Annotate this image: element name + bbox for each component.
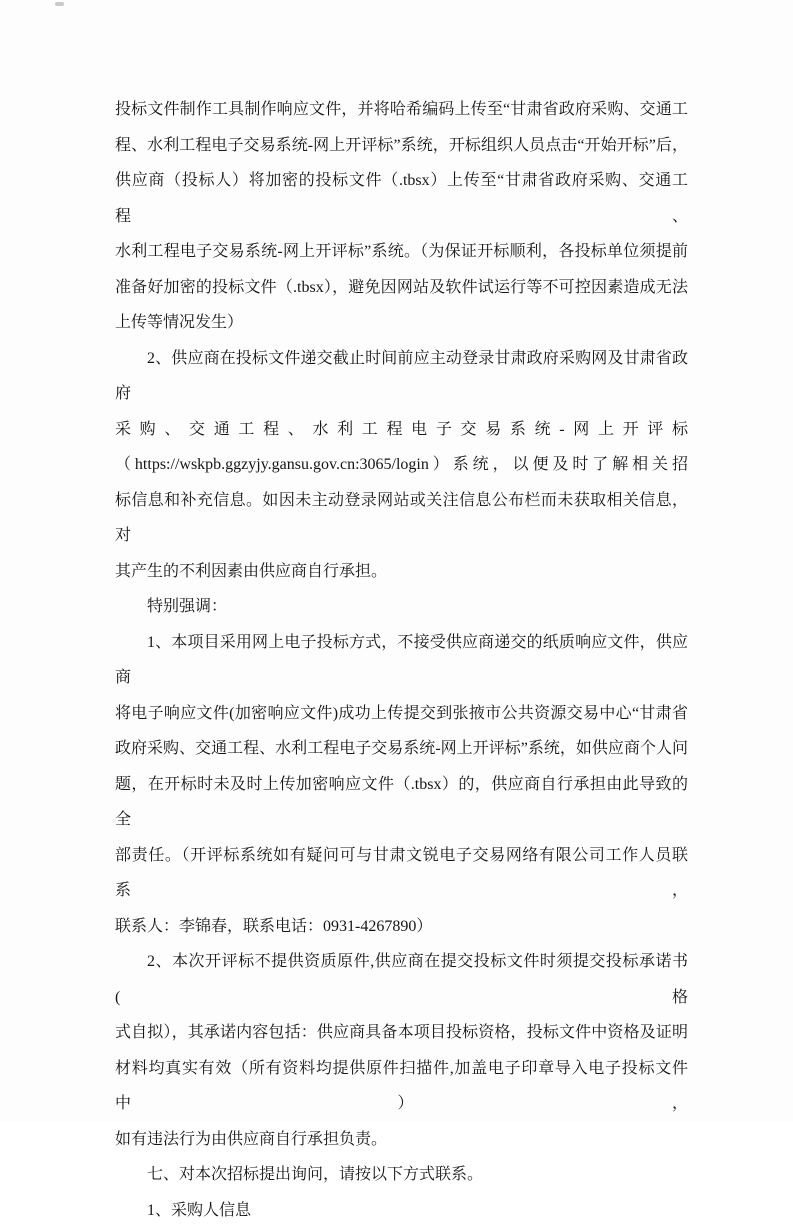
text-line: 投标文件制作工具制作响应文件，并将哈希编码上传至“甘肃省政府采购、交通工 (115, 92, 688, 128)
text-line: 2、本次开评标不提供资质原件,供应商在提交投标文件时须提交投标承诺书(格 (115, 944, 688, 1015)
section-heading: 七、对本次招标提出询问，请按以下方式联系。 (115, 1157, 688, 1193)
text-line: 程、水利工程电子交易系统-网上开评标”系统，开标组织人员点击“开始开标”后， (115, 128, 688, 164)
text-line: 采购、交通工程、水利工程电子交易系统-网上开评标 (115, 412, 688, 448)
section-heading: 特别强调： (115, 589, 688, 625)
document-text (115, 92, 688, 1228)
text-line: 准备好加密的投标文件（.tbsx），避免因网站及软件试运行等不可控因素造成无法 (115, 270, 688, 306)
text-line: 标信息和补充信息。如因未主动登录网站或关注信息公布栏而未获取相关信息，对 (115, 483, 688, 554)
text-line: 上传等情况发生） (115, 305, 688, 341)
text-line: 其产生的不利因素由供应商自行承担。 (115, 554, 688, 590)
text-line: 将电子响应文件(加密响应文件)成功上传提交到张掖市公共资源交易中心“甘肃省 (115, 696, 688, 732)
scan-artifact (55, 2, 64, 6)
section-heading: 1、采购人信息 (115, 1193, 688, 1228)
text-line: 材料均真实有效（所有资料均提供原件扫描件,加盖电子印章导入电子投标文件中）， (115, 1051, 688, 1122)
text-line: 供应商（投标人）将加密的投标文件（.tbsx）上传至“甘肃省政府采购、交通工程、 (115, 163, 688, 234)
text-line: 式自拟），其承诺内容包括：供应商具备本项目投标资格，投标文件中资格及证明 (115, 1015, 688, 1051)
text-line: 水利工程电子交易系统-网上开评标”系统。（为保证开标顺利，各投标单位须提前 (115, 234, 688, 270)
text-line: 如有违法行为由供应商自行承担负责。 (115, 1122, 688, 1158)
text-line: 1、本项目采用网上电子投标方式，不接受供应商递交的纸质响应文件，供应商 (115, 625, 688, 696)
text-line: 题，在开标时未及时上传加密响应文件（.tbsx）的，供应商自行承担由此导致的全 (115, 767, 688, 838)
text-line: 政府采购、交通工程、水利工程电子交易系统-网上开评标”系统，如供应商个人问 (115, 731, 688, 767)
text-line: 部责任。（开评标系统如有疑问可与甘肃文锐电子交易网络有限公司工作人员联系， (115, 838, 688, 909)
text-line: 联系人：李锦春，联系电话：0931-4267890） (115, 909, 688, 945)
text-line: 2、供应商在投标文件递交截止时间前应主动登录甘肃政府采购网及甘肃省政府 (115, 341, 688, 412)
text-line-url: （https://wskpb.ggzyjy.gansu.gov.cn:3065/login）系统，以便及时了解相关招 (115, 447, 688, 483)
